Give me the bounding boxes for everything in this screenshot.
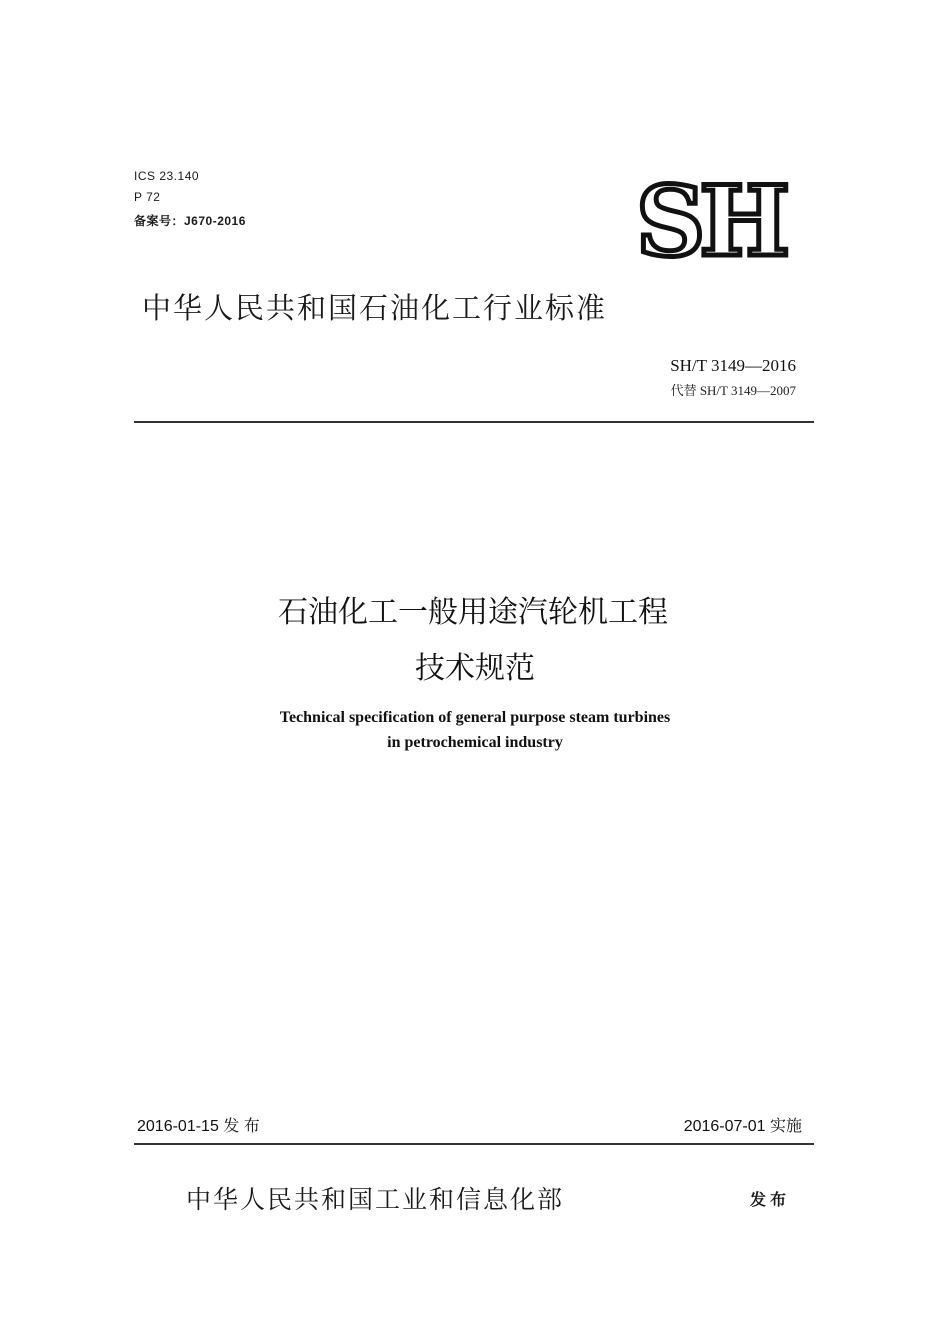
classification-code: P 72: [134, 190, 161, 204]
publisher-action: 发布: [750, 1190, 791, 1209]
issue-date: 2016-01-15 发 布: [137, 1118, 260, 1135]
record-number: 备案号：J670-2016: [134, 214, 246, 228]
standard-number: SH/T 3149—2016: [670, 356, 796, 375]
title-chinese-line-1: 石油化工一般用途汽轮机工程: [278, 595, 668, 630]
sh-logo: SH: [636, 165, 785, 278]
top-divider: [134, 421, 814, 423]
effective-date: 2016-07-01 实施: [683, 1118, 802, 1135]
ics-code: ICS 23.140: [134, 169, 200, 183]
replaced-standard: 代替 SH/T 3149—2007: [670, 383, 796, 398]
publisher-name: 中华人民共和国工业和信息化部: [186, 1185, 565, 1214]
bottom-divider: [134, 1143, 814, 1145]
title-chinese-line-2: 技术规范: [415, 651, 535, 686]
industry-standard-title: 中华人民共和国石油化工行业标准: [142, 291, 608, 325]
title-english-line-2: in petrochemical industry: [387, 734, 563, 751]
title-english-line-1: Technical specification of general purpose steam turbines: [279, 709, 671, 726]
